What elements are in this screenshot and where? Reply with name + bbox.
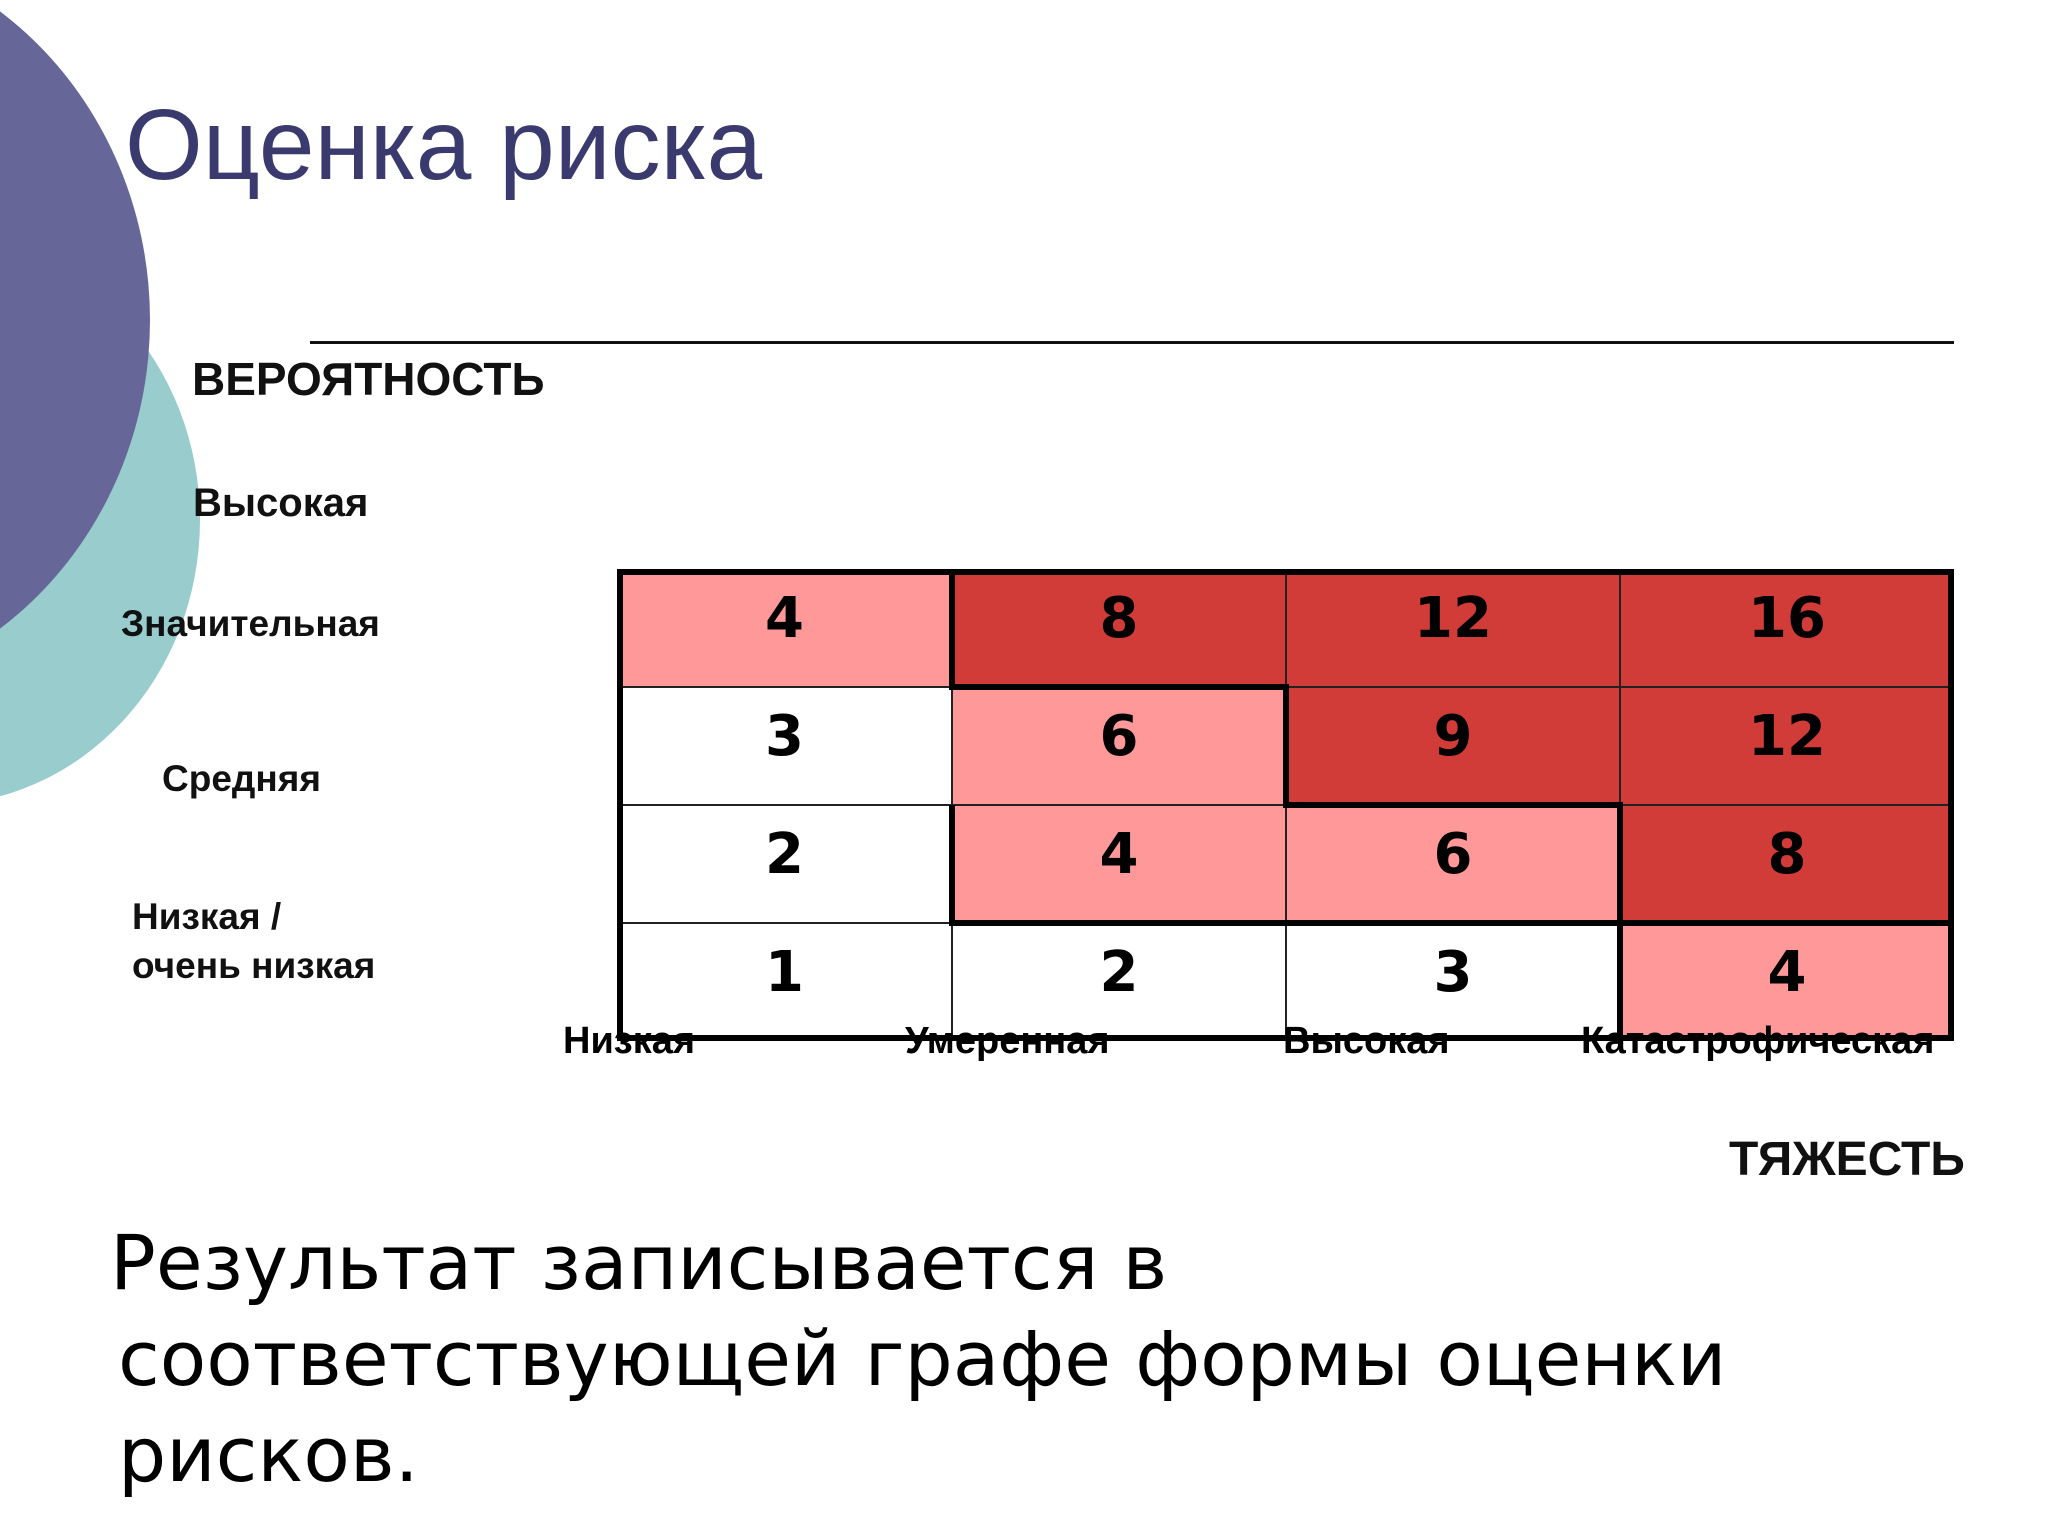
zone-boundary-line bbox=[949, 920, 1623, 926]
slide-title: Оценка риска bbox=[125, 89, 763, 201]
severity-axis-label: ТЯЖЕСТЬ bbox=[1729, 1133, 1965, 1186]
matrix-cell: 4 bbox=[952, 805, 1286, 923]
zone-boundary-line bbox=[1283, 802, 1623, 808]
matrix-cell: 6 bbox=[1286, 805, 1620, 923]
matrix-cell: 12 bbox=[1286, 569, 1620, 687]
matrix-cell: 4 bbox=[617, 569, 952, 687]
result-text bbox=[110, 1215, 1910, 1503]
risk-matrix bbox=[617, 569, 1954, 1041]
zone-boundary-line bbox=[949, 805, 955, 923]
zone-boundary-line bbox=[1617, 920, 1954, 926]
matrix-cell: 3 bbox=[617, 687, 952, 805]
probability-level-significant: Значительная bbox=[121, 603, 380, 644]
probability-level-very-low: очень низкая bbox=[132, 945, 376, 986]
matrix-cell: 12 bbox=[1620, 687, 1954, 805]
matrix-cell: 2 bbox=[952, 923, 1286, 1041]
matrix-cell: 4 bbox=[1620, 923, 1954, 1041]
matrix-cell: 8 bbox=[952, 569, 1286, 687]
matrix-cell: 16 bbox=[1620, 569, 1954, 687]
severity-level-high: Высокая bbox=[1283, 1020, 1450, 1062]
result-line-1: Результат записывается в bbox=[110, 1218, 1168, 1307]
matrix-cell: 8 bbox=[1620, 805, 1954, 923]
matrix-cell: 9 bbox=[1286, 687, 1620, 805]
zone-boundary-line bbox=[949, 569, 955, 687]
zone-boundary-line bbox=[949, 684, 1289, 690]
probability-level-low: Низкая / bbox=[132, 896, 282, 937]
matrix-cell: 3 bbox=[1286, 923, 1620, 1041]
severity-level-low: Низкая bbox=[563, 1020, 696, 1062]
result-line-3: рисков. bbox=[118, 1410, 419, 1499]
probability-level-medium: Средняя bbox=[162, 758, 321, 799]
probability-axis-label: ВЕРОЯТНОСТЬ bbox=[192, 353, 545, 405]
probability-level-high: Высокая bbox=[193, 481, 369, 525]
severity-level-moderate: Умеренная bbox=[905, 1020, 1110, 1062]
severity-level-catastrophic: Катастрофическая bbox=[1581, 1020, 1935, 1062]
matrix-cell: 6 bbox=[952, 687, 1286, 805]
zone-boundary-line bbox=[1283, 687, 1289, 805]
zone-boundary-line bbox=[1617, 805, 1623, 923]
matrix-cell: 1 bbox=[617, 923, 952, 1041]
separator-line bbox=[310, 341, 1954, 344]
matrix-cell: 2 bbox=[617, 805, 952, 923]
result-line-2: соответствующей графе формы оценки bbox=[118, 1314, 1727, 1403]
